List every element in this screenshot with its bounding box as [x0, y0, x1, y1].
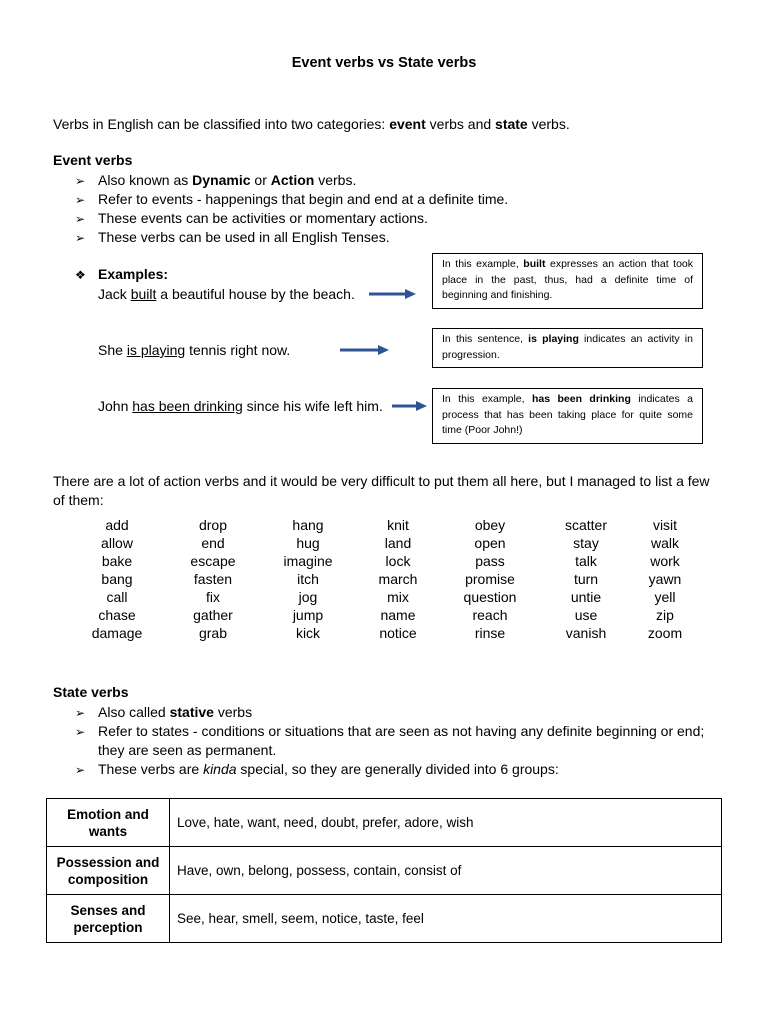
arrow-bullet-icon: ➢ — [75, 193, 86, 207]
group-name: Possession and — [56, 854, 160, 870]
state-bullet-3 — [75, 760, 559, 780]
verb-word: obey — [474, 517, 506, 533]
verb-word: work — [650, 553, 680, 569]
table-row — [47, 799, 722, 847]
group-verbs-cell: See, hear, smell, seem, notice, taste, feel — [170, 895, 722, 943]
underlined-verb: built — [130, 286, 157, 302]
verb-word: fix — [206, 589, 220, 605]
verb-word: hug — [296, 535, 320, 551]
intro-text: Verbs in English can be classified into two categories: — [53, 116, 390, 132]
bullet-bold: Action — [270, 172, 315, 188]
bullet-text: These events can be activities or momentary actions. — [98, 210, 428, 226]
sentence-text: since his wife left him. — [242, 398, 383, 414]
group-verbs-cell: Love, hate, want, need, doubt, prefer, adore, wish — [170, 799, 722, 847]
verb-word: march — [378, 571, 418, 587]
box-text: indicates an activity in progression. — [442, 333, 693, 361]
example-sentence-3 — [98, 398, 383, 414]
verb-word: talk — [575, 553, 597, 569]
verb-word: scatter — [564, 517, 607, 533]
state-verbs-heading: State verbs — [53, 684, 129, 700]
group-name-cell — [47, 847, 170, 895]
verb-word: itch — [297, 571, 319, 587]
verb-word: walk — [650, 535, 679, 551]
verb-word: imagine — [283, 553, 333, 569]
arrow-bullet-icon: ➢ — [75, 725, 86, 739]
verb-word: end — [201, 535, 225, 551]
verb-word: stay — [573, 535, 599, 551]
verb-word: land — [384, 535, 412, 551]
verb-word: jump — [292, 607, 324, 623]
arrow-bullet-icon: ➢ — [75, 763, 86, 777]
group-name: Emotion and — [67, 806, 149, 822]
bullet-text: Also called — [98, 704, 170, 720]
intro-bold-event: event — [389, 116, 426, 132]
example-sentence-1 — [98, 286, 355, 302]
verb-column — [258, 516, 358, 642]
verb-word: notice — [379, 625, 417, 641]
box-text: In this example, — [442, 258, 524, 270]
verb-word: hang — [292, 517, 324, 533]
verb-word: turn — [573, 571, 599, 587]
event-bullet-4 — [75, 228, 390, 248]
verb-word: kick — [295, 625, 321, 641]
verb-word: gather — [193, 607, 233, 623]
explanation-box-2 — [432, 328, 703, 368]
verb-list-intro: There are a lot of action verbs and it would be very difficult to put them all here, but I managed to list a few of them: — [53, 473, 710, 508]
verb-word: bake — [101, 553, 133, 569]
bullet-bold: stative — [169, 704, 214, 720]
event-bullet-2 — [75, 190, 508, 210]
intro-paragraph — [53, 115, 570, 134]
bullet-text: verbs — [213, 704, 253, 720]
verb-column — [615, 516, 715, 642]
bullet-text: or — [250, 172, 271, 188]
intro-bold-state: state — [495, 116, 528, 132]
verb-word: escape — [190, 553, 236, 569]
group-verbs-cell: Have, own, belong, possess, contain, consist of — [170, 847, 722, 895]
verb-word: yell — [654, 589, 676, 605]
verb-word: call — [106, 589, 128, 605]
box-text: indicates a process that has been taking place for quite some time (Poor John!) — [442, 393, 693, 436]
verb-word: pass — [475, 553, 505, 569]
verb-word: open — [474, 535, 506, 551]
arrow-bullet-icon: ➢ — [75, 212, 86, 226]
diamond-bullet-icon: ❖ — [75, 268, 86, 282]
group-name: Senses and — [70, 902, 146, 918]
sentence-text: tennis right now. — [185, 342, 291, 358]
verb-word: question — [463, 589, 517, 605]
box-text: In this sentence, — [442, 333, 529, 345]
sentence-text: Jack — [98, 286, 131, 302]
underlined-verb: has been drinking — [132, 398, 243, 414]
explanation-box-3 — [432, 388, 703, 444]
bullet-text: These verbs can be used in all English Tenses. — [98, 229, 390, 245]
group-name: composition — [67, 871, 149, 887]
underlined-verb: is playing — [126, 342, 186, 358]
verb-word: untie — [570, 589, 602, 605]
right-arrow-icon — [369, 287, 417, 301]
bullet-text: Refer to events - happenings that begin and end at a definite time. — [98, 191, 509, 207]
sentence-text: She — [98, 342, 127, 358]
verb-word: damage — [91, 625, 143, 641]
intro-text: verbs and — [425, 116, 496, 132]
verb-word: reach — [472, 607, 508, 623]
verb-word: vanish — [565, 625, 607, 641]
verb-word: add — [105, 517, 129, 533]
group-name-cell — [47, 895, 170, 943]
example-sentence-2 — [98, 342, 290, 358]
box-text: In this example, — [442, 393, 532, 405]
sentence-text: John — [98, 398, 133, 414]
verb-word: zip — [656, 607, 674, 623]
bullet-text: These verbs are — [98, 761, 204, 777]
bullet-text: Also known as — [98, 172, 193, 188]
box-bold: built — [523, 258, 546, 270]
sentence-text: a beautiful house by the beach. — [156, 286, 355, 302]
verb-column — [163, 516, 263, 642]
group-name: wants — [88, 823, 128, 839]
state-bullet-1 — [75, 703, 252, 723]
table-row — [47, 847, 722, 895]
verb-word: yawn — [648, 571, 682, 587]
verb-word: fasten — [193, 571, 233, 587]
bullet-bold: Dynamic — [192, 172, 251, 188]
box-text: expresses an action that took place in the past, thus, had a definite time of beginning and finishing. — [442, 258, 693, 301]
verb-word: visit — [652, 517, 678, 533]
verb-word: grab — [198, 625, 228, 641]
verb-word: allow — [101, 535, 133, 551]
explanation-box-1 — [432, 253, 703, 309]
verb-word: rinse — [474, 625, 506, 641]
page-title: Event verbs vs State verbs — [291, 55, 477, 71]
arrow-bullet-icon: ➢ — [75, 174, 86, 188]
arrow-bullet-icon: ➢ — [75, 706, 86, 720]
box-bold: is playing — [528, 333, 579, 345]
state-bullet-2 — [75, 722, 704, 742]
bullet-text: Refer to states - conditions or situations that are seen as not having any definite beginning or end; — [98, 723, 705, 739]
intro-text: verbs. — [527, 116, 570, 132]
verb-word: promise — [465, 571, 515, 587]
verb-word: drop — [198, 517, 228, 533]
state-verb-groups-table — [46, 798, 722, 943]
event-bullet-3 — [75, 209, 428, 229]
event-verbs-heading: Event verbs — [53, 152, 133, 168]
verb-column — [67, 516, 167, 642]
table-row — [47, 895, 722, 943]
right-arrow-icon — [392, 399, 428, 413]
verb-word: chase — [98, 607, 136, 623]
verb-word: mix — [387, 589, 409, 605]
verb-word: use — [574, 607, 598, 623]
verb-column — [440, 516, 540, 642]
group-name-cell — [47, 799, 170, 847]
verb-word: bang — [101, 571, 133, 587]
event-bullet-1 — [75, 171, 356, 191]
state-bullet-2-continued: they are seen as permanent. — [98, 742, 277, 758]
examples-heading — [75, 265, 168, 285]
box-bold: has been drinking — [531, 393, 631, 405]
bullet-italic: kinda — [203, 761, 237, 777]
arrow-bullet-icon: ➢ — [75, 231, 86, 245]
verb-word: jog — [298, 589, 318, 605]
bullet-text: verbs. — [314, 172, 357, 188]
verb-word: lock — [385, 553, 411, 569]
right-arrow-icon — [340, 343, 390, 357]
verb-word: zoom — [647, 625, 683, 641]
verb-column — [348, 516, 448, 642]
verb-word: knit — [387, 517, 409, 533]
verb-word: name — [380, 607, 416, 623]
group-name: perception — [73, 919, 143, 935]
examples-heading-text: Examples: — [98, 266, 169, 282]
bullet-text: special, so they are generally divided into 6 groups: — [236, 761, 559, 777]
